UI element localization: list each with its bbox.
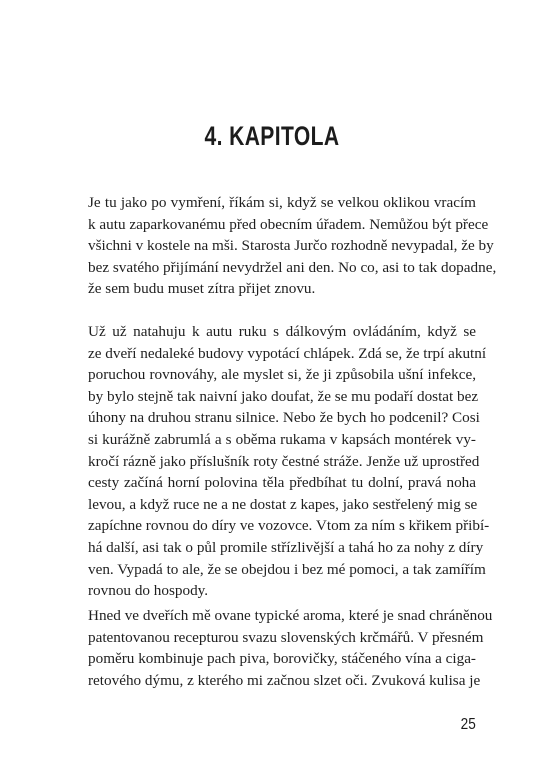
text-line: úhony na druhou stranu silnice. Nebo že bych ho podcenil? Cosi (88, 409, 480, 427)
text-line: retového dýmu, z kterého mi začnou slzet oči. Zvuková kulisa je (88, 671, 481, 689)
text-line: kročí rázně jako příslušník roty čestné stráže. Jenže už uprostřed (88, 452, 480, 470)
paragraph-1 (88, 192, 497, 300)
text-line: si kurážně zabrumlá a s oběma rukama v kapsách montérek vy- (88, 430, 476, 448)
text-line: patentovanou recepturou svazu slovenských krčmářů. V přesném (88, 628, 484, 646)
text-line: poměru kombinuje pach piva, borovičky, stáčeného vína a ciga- (88, 650, 476, 668)
text-line: všichni v kostele na mši. Starosta Jurčo rozhodně nevypadal, že by (88, 237, 494, 255)
text-line: poruchou rovnováhy, ale myslet si, že ji způsobila ušní infekce, (88, 366, 476, 384)
text-line: ze dveří nedaleké budovy vypotácí chlápek. Zdá se, že trpí akutní (88, 344, 487, 362)
text-line: ven. Vypadá to ale, že se obejdou i bez mé pomoci, a tak zamířím (88, 560, 486, 578)
text-line: zapíchne rovnou do díry ve vozovce. Vtom za ním s křikem přibí- (88, 517, 490, 535)
text-line: že sem budu muset zítra přijet znovu. (88, 280, 316, 298)
text-line: Hned ve dveřích mě ovane typické aroma, které je snad chráněnou (88, 607, 493, 624)
text-line: k autu zaparkovanému před obecním úřadem. Nemůžou být přece (88, 215, 489, 233)
paragraph-2 (88, 321, 490, 602)
text-line: Je tu jako po vymření, říkám si, když se velkou oklikou vracím (88, 194, 476, 211)
text-line: cesty začíná horní polovina těla předbíhat tu dolní, pravá noha (88, 474, 476, 492)
text-line: Už už natahuju k autu ruku s dálkovým ovládáním, když se (88, 323, 476, 340)
text-line: by bylo stejně tak naivní jako doufat, že se mu podaří dostat bez (88, 387, 479, 405)
text-line: levou, a když ruce ne a ne dostat z kapes, jako sestřelený mig se (88, 495, 478, 513)
page-number: 25 (460, 716, 476, 733)
text-line: há další, asi tak o půl promile střízlivější a tahá ho za nohy z díry (88, 538, 484, 556)
text-line: bez svatého přijímání nevydržel ani den. No co, asi to tak dopadne, (88, 258, 497, 276)
chapter-title: 4. KAPITOLA (204, 121, 340, 151)
text-line: rovnou do hospody. (88, 582, 209, 600)
paragraph-3 (88, 605, 493, 691)
